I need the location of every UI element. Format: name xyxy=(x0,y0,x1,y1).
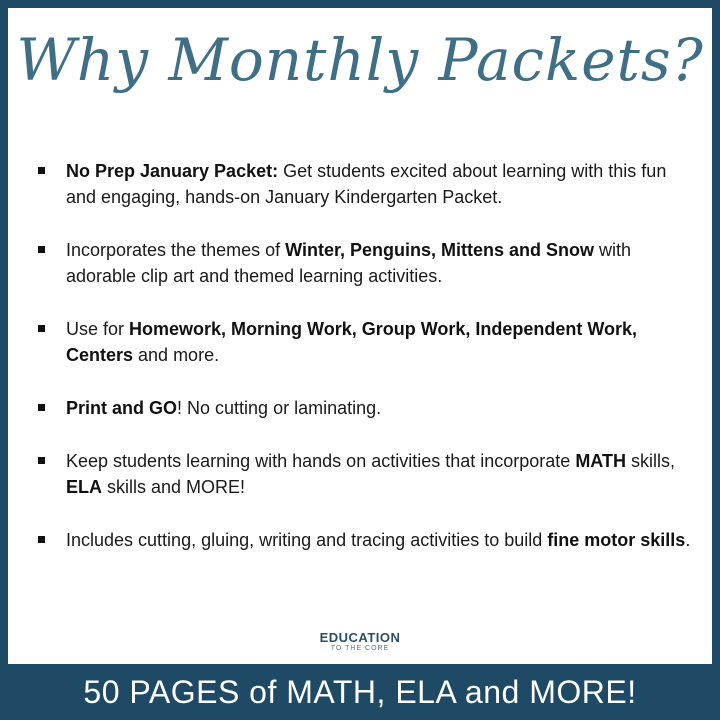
list-item-text: MATH xyxy=(575,451,626,471)
list-item-text: . xyxy=(685,530,691,550)
list-item-text: No Prep January Packet: xyxy=(66,161,279,181)
list-item-text: Winter, Penguins, Mittens and Snow xyxy=(285,240,594,260)
logo-sub-text: TO THE CORE xyxy=(330,645,390,652)
list-item-text: Use for xyxy=(66,319,130,339)
footer-banner: 50 PAGES of MATH, ELA and MORE! xyxy=(0,664,720,720)
list-item xyxy=(38,395,698,421)
brand-logo xyxy=(8,630,712,652)
list-item-text: skills, xyxy=(625,451,675,471)
list-item xyxy=(38,527,698,553)
list-item-text: Homework, Morning Work, Group Work, Independent Work, Centers xyxy=(66,319,638,365)
list-item-text: Print and GO xyxy=(66,398,178,418)
list-item xyxy=(38,316,698,368)
list-item-text: skills and MORE! xyxy=(102,477,246,497)
feature-list xyxy=(38,158,698,580)
list-item xyxy=(38,448,698,500)
list-item-text: fine motor skills xyxy=(547,530,686,550)
list-item xyxy=(38,237,698,289)
logo-main-text: EDUCATION xyxy=(319,630,401,645)
list-item-text: ! No cutting or laminating. xyxy=(177,398,382,418)
content-panel xyxy=(8,8,712,664)
list-item-text: Includes cutting, gluing, writing and tracing activities to build xyxy=(66,530,548,550)
list-item-text: Incorporates the themes of xyxy=(66,240,286,260)
list-item-text: ELA xyxy=(66,477,102,497)
list-item-text: and more. xyxy=(133,345,220,365)
list-item-text: with adorable clip art and themed learning activities. xyxy=(66,240,631,286)
list-item-text: Get students excited about learning with this fun and engaging, hands-on January Kindergarten Packet. xyxy=(66,161,667,207)
page-title: Why Monthly Packets? xyxy=(16,26,704,94)
list-item xyxy=(38,158,698,210)
list-item-text: Keep students learning with hands on activities that incorporate xyxy=(66,451,576,471)
